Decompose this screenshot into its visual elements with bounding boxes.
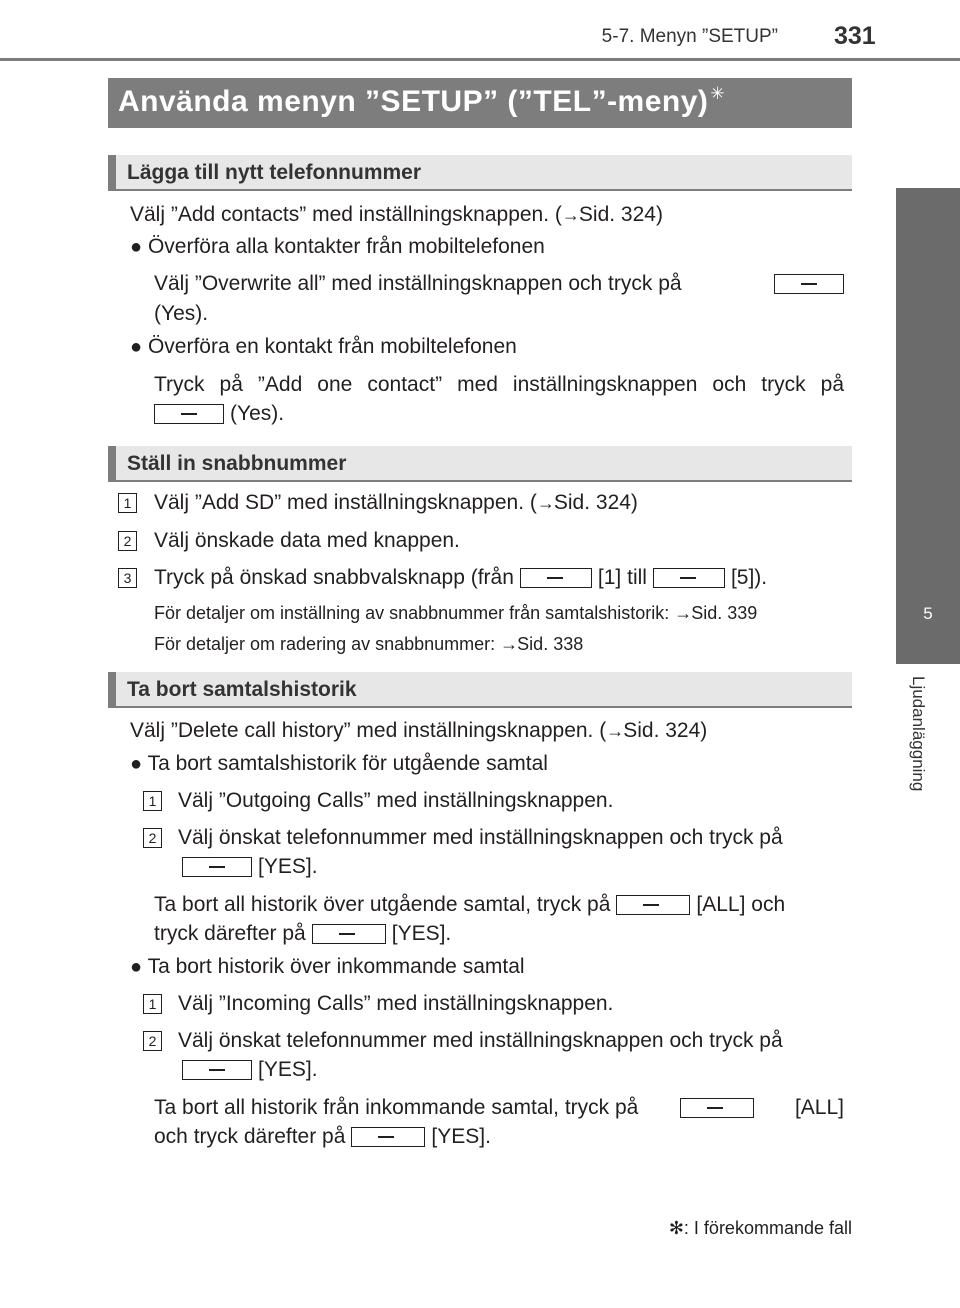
footnote-mark: ✳	[710, 84, 726, 103]
delete-b2-step1: Välj ”Incoming Calls” med inställningsknappen.	[178, 992, 614, 1015]
section-heading-delete-history: Ta bort samtalshistorik	[108, 672, 852, 708]
delete-b1-step1: Välj ”Outgoing Calls” med inställningsknappen.	[178, 789, 614, 812]
list-item: ● Ta bort historik över inkommande samtal	[130, 955, 525, 978]
arrow-icon: →	[674, 603, 692, 623]
speed-dial-step2: Välj önskade data med knappen.	[154, 529, 460, 552]
bullet-icon: ●	[130, 753, 143, 775]
section-heading-add-number: Lägga till nytt telefonnummer	[108, 155, 852, 191]
button-icon	[680, 1098, 754, 1118]
arrow-icon: →	[536, 493, 554, 513]
delete-b2-all: Ta bort all historik från inkommande samtal, tryck på [ALL]	[154, 1096, 844, 1119]
side-tab	[896, 188, 960, 664]
step-number: 2	[118, 531, 137, 551]
speed-dial-step3: Tryck på önskad snabbvalsknapp (från [1] till [5]).	[154, 566, 768, 589]
section-heading-speed-dial: Ställ in snabbnummer	[108, 446, 852, 482]
chapter-title: 5-7. Menyn ”SETUP”	[601, 26, 778, 47]
delete-b1-step2-yes: [YES].	[178, 855, 318, 879]
add-number-b1-yes: (Yes).	[154, 302, 209, 325]
list-item: ● Ta bort samtalshistorik för utgående samtal	[130, 752, 548, 775]
delete-b1-step2: Välj önskat telefonnummer med inställningsknappen och tryck på	[178, 826, 783, 849]
delete-b1-all-cont: tryck därefter på [YES].	[154, 922, 452, 945]
button-icon	[182, 1060, 252, 1080]
side-tab-label: Ljudanläggning	[909, 676, 928, 792]
arrow-icon: →	[561, 205, 579, 225]
bullet-icon: ●	[130, 336, 143, 358]
button-icon	[351, 1127, 425, 1147]
delete-b2-all-cont: och tryck därefter på [YES].	[154, 1125, 491, 1148]
footnote: ✻: I förekommande fall	[668, 1218, 852, 1238]
speed-dial-note1: För detaljer om inställning av snabbnummer från samtalshistorik: →Sid. 339	[154, 603, 758, 623]
speed-dial-step1: Välj ”Add SD” med inställningsknappen. (→Sid. 324)	[154, 491, 638, 514]
button-icon	[312, 924, 386, 944]
step-number: 3	[118, 568, 137, 588]
step-number: 1	[143, 791, 162, 811]
button-icon	[182, 857, 252, 877]
asterisk-icon: ✻	[668, 1218, 684, 1238]
button-icon	[774, 274, 844, 294]
delete-b2-step2: Välj önskat telefonnummer med inställningsknappen och tryck på	[178, 1029, 783, 1052]
add-number-b1-text: Välj ”Overwrite all” med inställningsknappen och tryck på	[154, 272, 844, 296]
step-number: 1	[143, 994, 162, 1014]
button-icon	[616, 895, 690, 915]
speed-dial-note2: För detaljer om radering av snabbnummer: →Sid. 338	[154, 634, 584, 654]
button-icon	[520, 568, 592, 588]
main-title: Använda menyn ”SETUP” (”TEL”-meny) ✳	[108, 78, 852, 128]
arrow-icon: →	[606, 721, 624, 741]
page-number: 331	[834, 22, 876, 50]
list-item: ● Överföra en kontakt från mobiltelefonen	[130, 335, 517, 358]
step-number: 1	[118, 493, 137, 513]
header-rule	[0, 58, 960, 61]
bullet-icon: ●	[130, 236, 143, 258]
step-number: 2	[143, 828, 162, 848]
list-item: ● Överföra alla kontakter från mobiltelefonen	[130, 235, 545, 258]
side-tab-number: 5	[923, 604, 933, 623]
button-icon	[154, 404, 224, 424]
delete-b1-all: Ta bort all historik över utgående samtal, tryck på [ALL] och	[154, 893, 786, 916]
add-number-b2-text: Tryck på ”Add one contact” med inställningsknappen och tryck på	[154, 373, 844, 396]
step-number: 2	[143, 1031, 162, 1051]
arrow-icon: →	[500, 634, 518, 654]
add-number-intro: Välj ”Add contacts” med inställningsknappen. (→Sid. 324)	[130, 203, 663, 226]
delete-b2-step2-yes: [YES].	[178, 1058, 318, 1082]
delete-history-intro: Välj ”Delete call history” med inställningsknappen. (→Sid. 324)	[130, 719, 708, 742]
bullet-icon: ●	[130, 956, 143, 978]
add-number-b2-yes: (Yes).	[154, 402, 284, 426]
button-icon	[653, 568, 725, 588]
